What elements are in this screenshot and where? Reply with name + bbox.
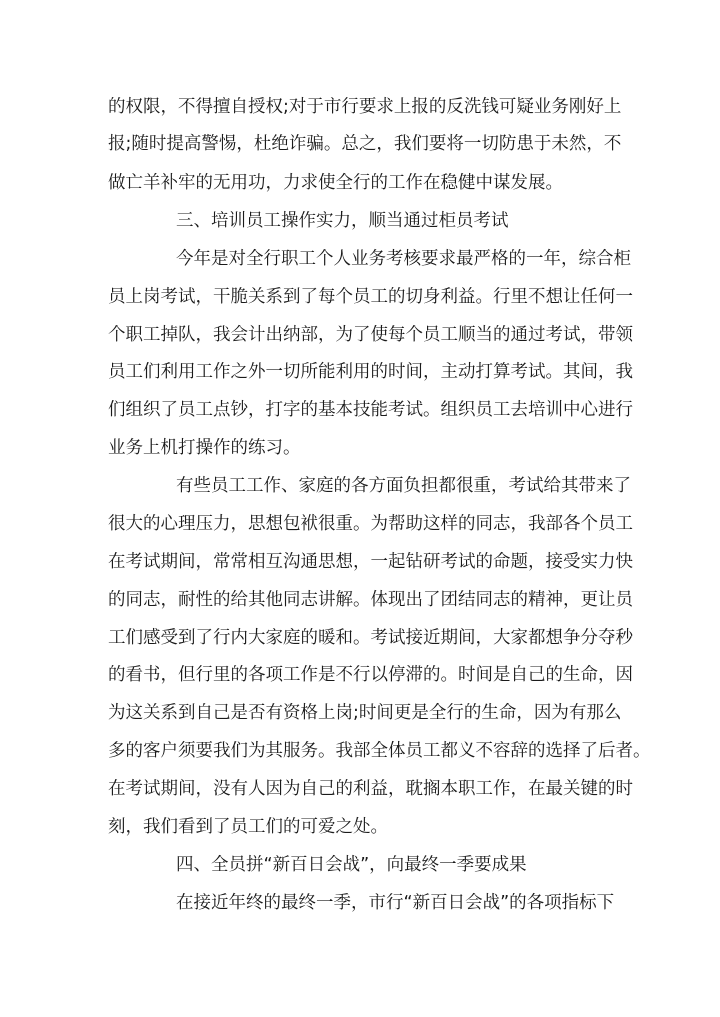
text-line: 的同志，耐性的给其他同志讲解。体现出了团结同志的精神，更让员: [108, 590, 633, 610]
text-line: 刻，我们看到了员工们的可爱之处。: [108, 817, 388, 837]
text-line: 员上岗考试，干脆关系到了每个员工的切身利益。行里不想让任何一: [108, 287, 633, 307]
text-line: 们组织了员工点钞，打字的基本技能考试。组织员工去培训中心进行: [108, 400, 633, 420]
text-line: 多的客户须要我们为其服务。我部全体员工都义不容辞的选择了后者。: [108, 741, 651, 761]
text-line: 工们感受到了行内大家庭的暖和。考试接近期间，大家都想争分夺秒: [108, 628, 633, 648]
section-heading: 三、培训员工操作实力，顺当通过柜员考试: [176, 211, 509, 231]
text-line: 业务上机打操作的练习。: [108, 438, 301, 458]
section-heading: 四、全员拼“新百日会战”，向最终一季要成果: [176, 855, 527, 875]
text-line: 做亡羊补牢的无用功，力求使全行的工作在稳健中谋发展。: [108, 173, 563, 193]
text-line: 为这关系到自己是否有资格上岗;时间更是全行的生命，因为有那么: [108, 703, 622, 723]
text-line: 很大的心理压力，思想包袱很重。为帮助这样的同志，我部各个员工: [108, 514, 633, 534]
text-line: 今年是对全行职工个人业务考核要求最严格的一年，综合柜: [176, 249, 631, 269]
text-line: 的看书，但行里的各项工作是不行以停滞的。时间是自己的生命，因: [108, 665, 633, 685]
text-line: 个职工掉队，我会计出纳部，为了使每个员工顺当的通过考试，带领: [108, 325, 633, 345]
text-line: 在考试期间，没有人因为自己的利益，耽搁本职工作，在最关键的时: [108, 779, 633, 799]
text-line: 的权限，不得擅自授权;对于市行要求上报的反洗钱可疑业务刚好上: [108, 97, 622, 117]
text-line: 有些员工工作、家庭的各方面负担都很重，考试给其带来了: [176, 476, 631, 496]
text-line: 在考试期间，常常相互沟通思想，一起钻研考试的命题，接受实力快: [108, 552, 633, 572]
text-line: 在接近年终的最终一季，市行“新百日会战”的各项指标下: [176, 893, 615, 913]
text-line: 报;随时提高警惕，杜绝诈骗。总之，我们要将一切防患于未然，不: [108, 134, 622, 154]
text-line: 员工们利用工作之外一切所能利用的时间，主动打算考试。其间，我: [108, 362, 633, 382]
